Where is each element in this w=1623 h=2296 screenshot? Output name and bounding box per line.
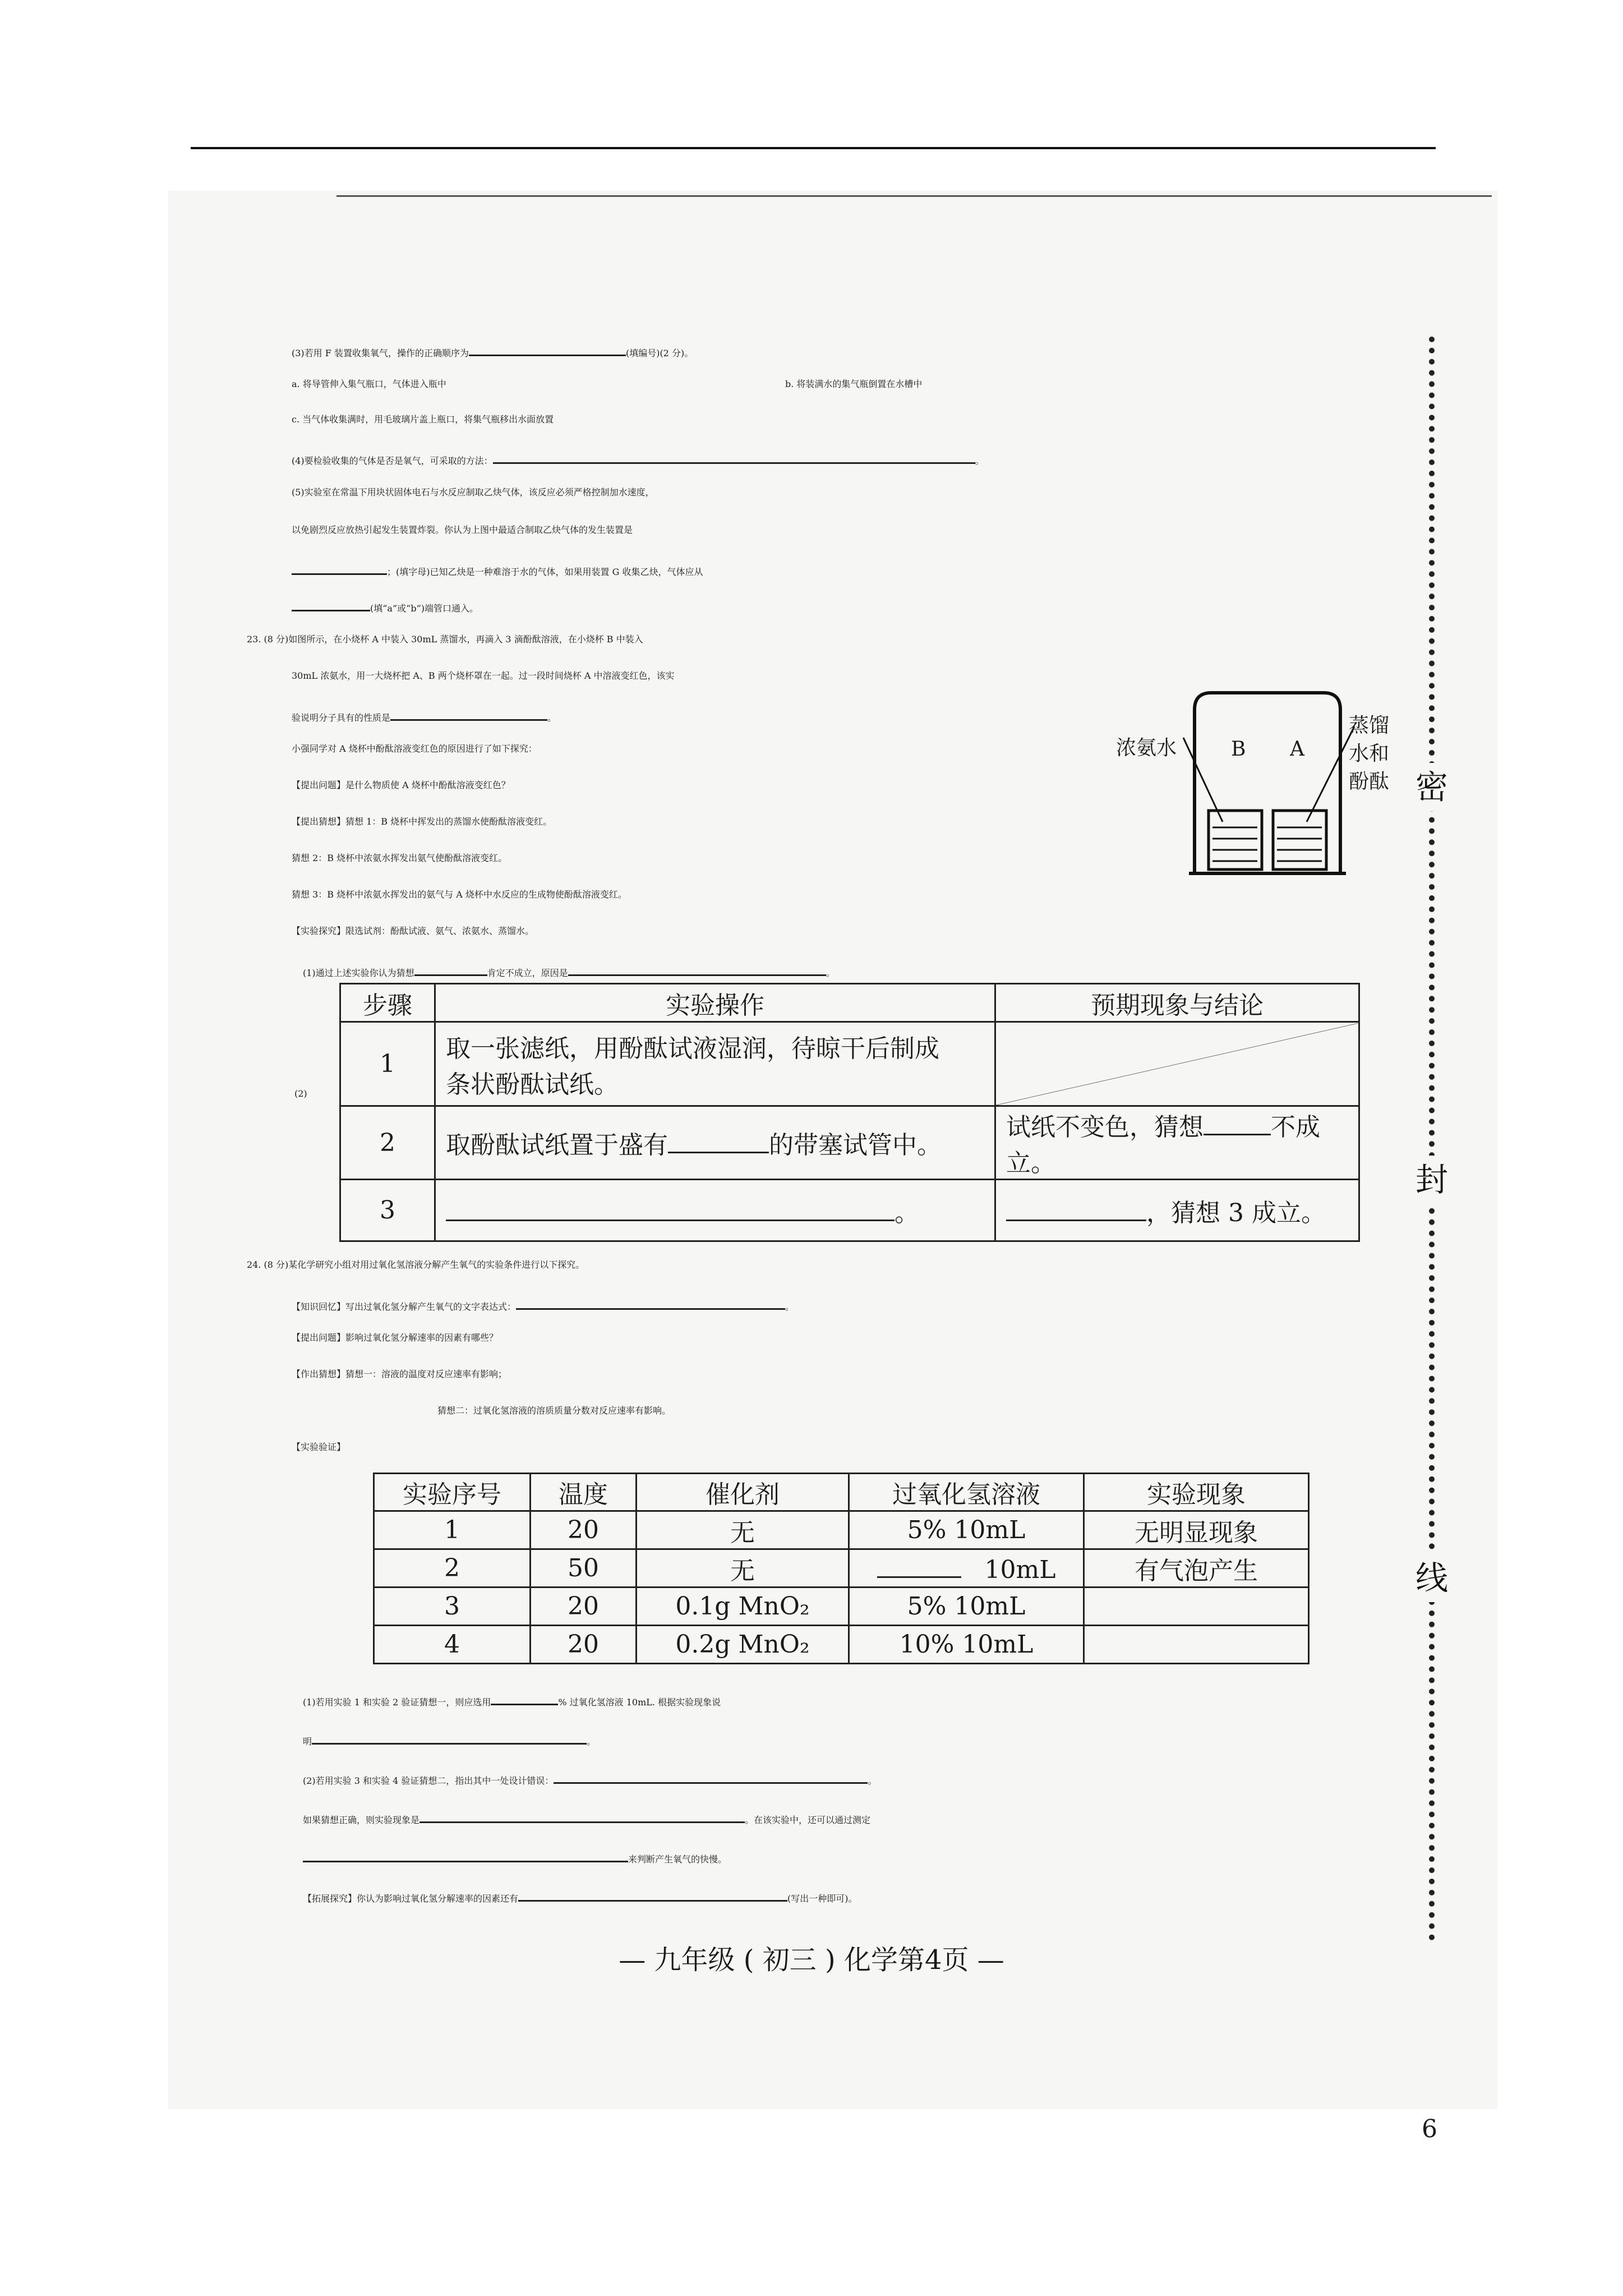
exp-catalyst: 0.2g MnO₂ <box>637 1626 849 1664</box>
answer-blank[interactable] <box>877 1553 961 1578</box>
binding-dotted-line <box>1429 337 1435 1941</box>
answer-blank[interactable] <box>303 1837 628 1862</box>
exp-observation[interactable] <box>1084 1588 1309 1626</box>
q23-line2: 30mL 浓氨水，用一大烧杯把 A、B 两个烧杯罩在一起。过一段时间烧杯 A 中溶液变红色，该实 <box>292 670 675 681</box>
q22-part5-line4: (填“a”或“b”)端管口通入。 <box>292 586 478 625</box>
header-result: 预期现象与结论 <box>995 984 1359 1022</box>
binding-char-feng: 封 <box>1408 1156 1456 1204</box>
beaker-apparatus-diagram <box>1116 687 1408 878</box>
apparatus-label-water-1: 蒸馏 <box>1349 714 1390 737</box>
q24-line5: 猜想二：过氧化氢溶液的溶质质量分数对反应速率有影响。 <box>437 1405 671 1416</box>
header-catalyst: 催化剂 <box>637 1474 849 1511</box>
exp-catalyst: 无 <box>637 1549 849 1588</box>
q24-sub1-line2: 明 。 <box>303 1719 596 1759</box>
header-rule-secondary <box>336 195 1492 197</box>
answer-blank[interactable] <box>668 1128 769 1153</box>
diagonal-cell <box>995 1022 1359 1106</box>
q23-line7: 猜想 2：B 烧杯中浓氨水挥发出氨气使酚酞溶液变红。 <box>292 853 508 863</box>
exp-solution: 10% 10mL <box>849 1626 1084 1664</box>
q24-line2: 【知识回忆】写出过氧化氢分解产生氧气的文字表达式： 。 <box>292 1285 794 1324</box>
answer-blank[interactable] <box>414 951 487 976</box>
q23-line9: 【实验探究】限选试剂：酚酞试液、氨气、浓氨水、蒸馏水。 <box>292 926 534 936</box>
table-row <box>374 1626 1309 1664</box>
exp-no: 3 <box>374 1588 531 1626</box>
exp-temp: 20 <box>531 1511 637 1549</box>
exp-observation: 无明显现象 <box>1084 1511 1309 1549</box>
q23-line8: 猜想 3：B 烧杯中浓氨水挥发出的氨气与 A 烧杯中水反应的生成物使酚酞溶液变红。 <box>292 889 627 900</box>
table-row <box>340 1180 1359 1241</box>
header-solution: 过氧化氢溶液 <box>849 1474 1084 1511</box>
exp-temp: 50 <box>531 1549 637 1588</box>
header-observation: 实验现象 <box>1084 1474 1309 1511</box>
q23-line1: 23. (8 分)如图所示，在小烧杯 A 中装入 30mL 蒸馏水，再滴入 3 滴酚酞溶液，在小烧杯 B 中装入 <box>247 634 643 645</box>
apparatus-label-b: B <box>1231 738 1246 761</box>
exp-catalyst: 无 <box>637 1511 849 1549</box>
apparatus-label-water-3: 酚酞 <box>1349 770 1390 793</box>
exp-solution: 5% 10mL <box>849 1511 1084 1549</box>
header-temp: 温度 <box>531 1474 637 1511</box>
q23-line5: 【提出问题】是什么物质使 A 烧杯中酚酞溶液变红色？ <box>292 780 510 790</box>
q24-line6: 【实验验证】 <box>292 1442 346 1452</box>
q22-part3: (3)若用 F 装置收集氧气，操作的正确顺序为 (填编号)(2 分)。 <box>292 331 693 370</box>
q22-part5-line1: (5)实验室在常温下用块状固体电石与水反应制取乙炔气体，该反应必须严格控制加水速度， <box>292 487 654 498</box>
header-operation: 实验操作 <box>435 984 995 1022</box>
answer-blank[interactable] <box>292 550 387 575</box>
answer-blank[interactable] <box>518 1876 787 1902</box>
answer-blank[interactable] <box>446 1196 895 1221</box>
q22-part5-line3: ；(填字母)已知乙炔是一种难溶于水的气体，如果用装置 G 收集乙炔，气体应从 <box>292 550 703 589</box>
diagonal-line-icon <box>996 1023 1358 1105</box>
table-row <box>340 1022 1359 1106</box>
binding-char-xian: 线 <box>1408 1554 1456 1602</box>
q23-line4: 小强同学对 A 烧杯中酚酞溶液变红色的原因进行了如下探究： <box>292 743 537 754</box>
q24-line3: 【提出问题】影响过氧化氢分解速率的因素有哪些？ <box>292 1332 499 1343</box>
table-row <box>374 1549 1309 1588</box>
answer-blank[interactable] <box>390 696 547 721</box>
q24-sub2-line3: 来判断产生氧气的快慢。 <box>303 1837 727 1876</box>
exp-temp: 20 <box>531 1588 637 1626</box>
q24-sub1-line1: (1)若用实验 1 和实验 2 验证猜想一，则应选用 % 过氧化氢溶液 10mL. 根据实验现象说 <box>303 1680 721 1719</box>
page-number: 6 <box>1422 2115 1437 2143</box>
q22-part5-line2: 以免剧烈反应放热引起发生装置炸裂。你认为上图中最适合制取乙炔气体的发生装置是 <box>292 524 633 535</box>
answer-blank[interactable] <box>554 1759 868 1784</box>
exp-solution: 5% 10mL <box>849 1588 1084 1626</box>
step-operation <box>435 1022 995 1106</box>
exp-no: 4 <box>374 1626 531 1664</box>
q23-part2-label: (2) <box>294 1088 307 1099</box>
exp-catalyst: 0.1g MnO₂ <box>637 1588 849 1626</box>
table-row <box>340 1106 1359 1180</box>
binding-char-mi: 密 <box>1408 763 1456 811</box>
answer-blank[interactable] <box>469 331 626 356</box>
step-result: 试纸不变色，猜想 不成立。 <box>995 1106 1359 1180</box>
q24-line1: 24. (8 分)某化学研究小组对用过氧化氢溶液分解产生氧气的实验条件进行以下探究。 <box>247 1259 585 1270</box>
table-header-row <box>374 1474 1309 1511</box>
q24-sub2-line2: 如果猜想正确，则实验现象是 。在该实验中，还可以通过测定 <box>303 1798 870 1837</box>
q23-line6: 【提出猜想】猜想 1：B 烧杯中挥发出的蒸馏水使酚酞溶液变红。 <box>292 816 552 827</box>
answer-blank[interactable] <box>493 439 975 464</box>
answer-blank[interactable] <box>1006 1196 1146 1221</box>
exp-temp: 20 <box>531 1626 637 1664</box>
step-result: ，猜想 3 成立。 <box>995 1180 1359 1241</box>
apparatus-label-water-2: 水和 <box>1349 742 1390 765</box>
q23-part1: (1)通过上述实验你认为猜想 肯定不成立，原因是 。 <box>303 951 835 990</box>
q24-extension: 【拓展探究】你认为影响过氧化氢分解速率的因素还有 (写出一种即可)。 <box>303 1876 857 1916</box>
answer-blank[interactable] <box>1204 1110 1271 1135</box>
header-step: 步骤 <box>340 984 435 1022</box>
page-footer: — 九年级 ( 初三 ) 化学第4页 — <box>619 1944 1004 1976</box>
exp-observation[interactable] <box>1084 1626 1309 1664</box>
q22-option-a: a. 将导管伸入集气瓶口，气体进入瓶中 <box>292 379 446 389</box>
header-rule <box>191 147 1436 149</box>
step-operation-line1: 取一张滤纸，用酚酞试液湿润，待晾干后制成 <box>446 1034 939 1063</box>
step-operation: 取酚酞试纸置于盛有 的带塞试管中。 <box>435 1106 995 1180</box>
table-header-row <box>340 984 1359 1022</box>
step-number: 3 <box>340 1180 435 1241</box>
q23-line3: 验说明分子具有的性质是 。 <box>292 696 556 735</box>
step-number: 2 <box>340 1106 435 1180</box>
q22-option-b: b. 将装满水的集气瓶倒置在水槽中 <box>785 379 923 389</box>
table-row <box>374 1511 1309 1549</box>
exp-observation: 有气泡产生 <box>1084 1549 1309 1588</box>
q22-part4: (4)要检验收集的气体是否是氧气，可采取的方法： 。 <box>292 439 984 478</box>
answer-blank[interactable] <box>568 951 826 976</box>
exp-no: 1 <box>374 1511 531 1549</box>
q24-sub2-line1: (2)若用实验 3 和实验 4 验证猜想二，指出其中一处设计错误： 。 <box>303 1759 877 1798</box>
answer-blank[interactable] <box>312 1719 587 1745</box>
step-operation: 。 <box>435 1180 995 1241</box>
apparatus-label-a: A <box>1290 738 1304 761</box>
answer-blank[interactable] <box>292 586 370 611</box>
table-row <box>374 1588 1309 1626</box>
q24-experiment-table <box>373 1473 1310 1664</box>
answer-blank[interactable] <box>419 1798 745 1823</box>
exp-no: 2 <box>374 1549 531 1588</box>
step-operation-line2: 条状酚酞试纸。 <box>446 1070 619 1099</box>
q23-experiment-table <box>339 983 1360 1242</box>
q24-line4: 【作出猜想】猜想一：溶液的温度对反应速率有影响； <box>292 1369 508 1379</box>
step-number: 1 <box>340 1022 435 1106</box>
answer-blank[interactable] <box>491 1680 558 1705</box>
q22-option-c: c. 当气体收集满时，用毛玻璃片盖上瓶口，将集气瓶移出水面放置 <box>292 414 554 425</box>
exp-solution: 10mL <box>849 1549 1084 1588</box>
header-no: 实验序号 <box>374 1474 531 1511</box>
answer-blank[interactable] <box>516 1285 785 1310</box>
apparatus-label-ammonia: 浓氨水 <box>1116 737 1177 760</box>
